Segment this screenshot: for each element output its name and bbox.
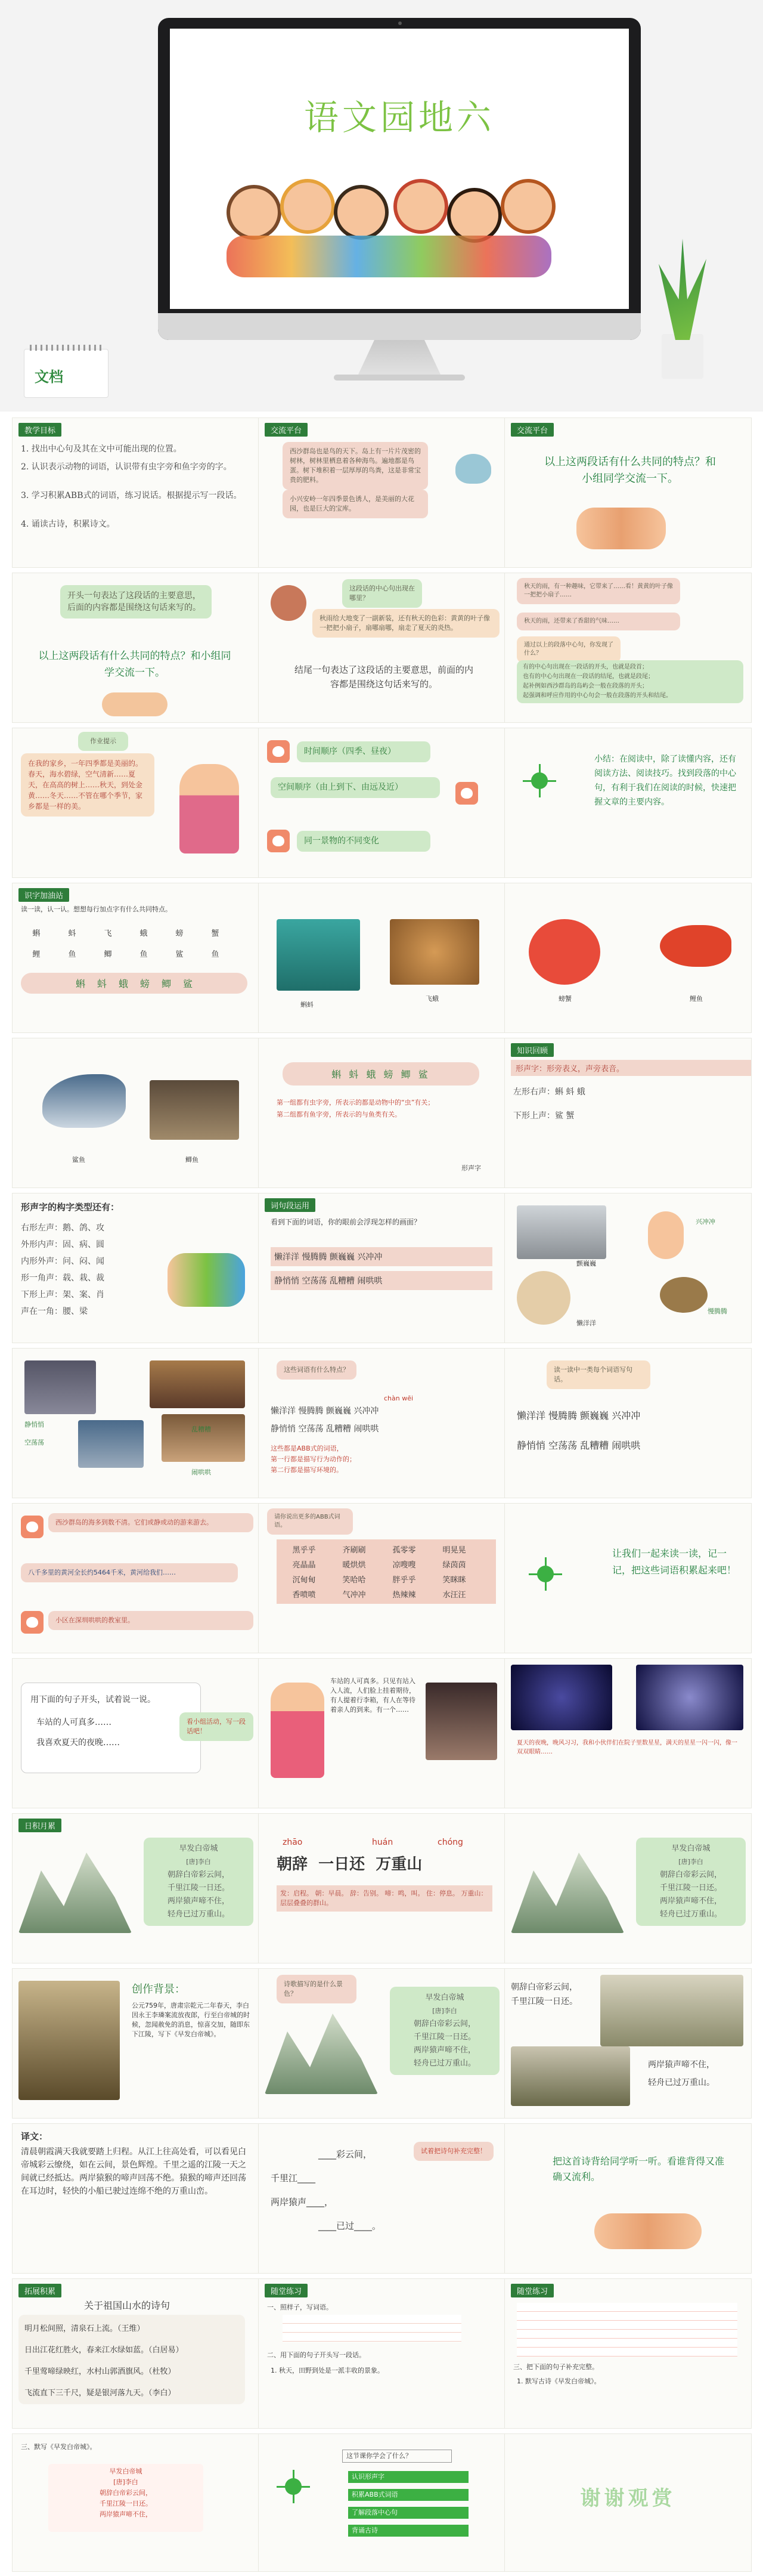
slide-abb-more — [258, 1503, 505, 1653]
rabbit-icon — [21, 1516, 44, 1538]
goal-4: 4. 诵读古诗，积累诗文。 — [21, 519, 115, 529]
char: 蟹 — [211, 929, 219, 938]
panda-icon — [21, 1611, 44, 1634]
shark-image — [42, 1074, 126, 1128]
instruction: 用下面的句子开头，试着说一说。 — [30, 1695, 156, 1705]
street-photo — [150, 1360, 245, 1408]
abb-word: 孤零零 — [392, 1546, 416, 1555]
goal-2: 2. 认识表示动物的词语，认识带有虫字旁和鱼字旁的字。 — [21, 462, 232, 472]
slide-poem-words — [258, 1813, 505, 1963]
paragraph-2: 秋天的雨，还带来了香甜的气味…… — [517, 613, 680, 630]
char: 蝌 — [32, 929, 41, 938]
word-table — [283, 2315, 461, 2342]
answer-lines — [517, 2303, 737, 2357]
line-1: 朝辞白帝彩云间， — [511, 1983, 578, 1992]
slide-phono-types — [12, 1193, 259, 1343]
slide-tag: 随堂练习 — [511, 2284, 554, 2297]
slide-poem-3 — [258, 1968, 505, 2119]
camera-dot — [398, 21, 402, 25]
rule-item: 起补例如西沙群岛的岛屿会一般在段落的开头； — [523, 683, 648, 689]
rule-item: 也有的中心句出现在一段话的结尾，也就是段尾； — [523, 673, 654, 680]
question-bubble: 这段话的中心句出现在哪里？ — [342, 579, 422, 608]
hometown-paragraph: 在我的家乡，一年四季都是美丽的。春天，海水碧绿，空气清新……夏天，在高高的树上……秋天，到处金黄……冬天……不管在哪个季节，家乡都是一样的美。 — [21, 753, 154, 817]
abb-grid — [277, 1539, 496, 1604]
question-text: 以上这两段话有什么共同的特点？和小组同学交流一下。 — [544, 456, 716, 485]
type-2: 外形内声：固、病、圆 — [21, 1240, 104, 1250]
question-1: 一、照样子，写词语。 — [267, 2303, 333, 2311]
line-4: 轻舟已过万重山。 — [648, 2078, 715, 2088]
brand-logo-text: 文档 — [35, 369, 63, 385]
goal-3: 3. 学习积累ABB式的词语，练习说话。根据提示写一段话。 — [21, 491, 242, 500]
station-paragraph: 车站的人可真多。只见有站入入人流，人们脸上挂着期待，有人提着行李箱，有人在等待着亲人的到来。有一个…… — [330, 1677, 415, 1714]
shark-label: 鲨鱼 — [72, 1156, 85, 1164]
question-bubble: 诗歌描写的是什么景色？ — [277, 1975, 356, 2003]
slide-poem-2 — [504, 1813, 752, 1963]
slide-fill-blanks — [258, 2123, 505, 2274]
slide-phono-note — [258, 1038, 505, 1188]
snail-image — [660, 1277, 708, 1313]
sub-question: 1. 秋天，田野到处是一派丰收的景象。 — [271, 2367, 384, 2374]
char: 蚪 — [68, 929, 76, 938]
label-d: 闹哄哄 — [191, 1468, 211, 1476]
rule-item: 有的中心句出现在一段话的开头，也就是段首； — [523, 664, 648, 670]
type-1: 右形左声：鹅、鸽、攻 — [21, 1223, 104, 1233]
slide-tag: 随堂练习 — [265, 2284, 308, 2297]
slide-knowledge — [504, 1038, 752, 1188]
slide-animals-1 — [258, 883, 505, 1033]
badge: 作业提示 — [78, 732, 128, 751]
boat-painting — [600, 1975, 743, 2046]
carp-label: 鲤鱼 — [690, 995, 703, 1003]
slide-practice-2 — [504, 2278, 752, 2429]
slide-tag: 交流平台 — [265, 423, 308, 437]
word-row-2: 静悄悄 空荡荡 乱糟糟 闹哄哄 — [517, 1440, 641, 1451]
label-c: 乱糟糟 — [191, 1425, 211, 1433]
kids-reading-image — [576, 508, 666, 549]
tadpole-label: 蝌蚪 — [300, 1001, 314, 1009]
mountain-painting — [18, 1844, 132, 1933]
slide-tag: 知识回顾 — [511, 1043, 554, 1057]
note-2: 第二组都有鱼字旁，所表示的与鱼类有关。 — [277, 1111, 401, 1118]
char: 鱼 — [68, 950, 76, 959]
kids-image — [102, 692, 168, 716]
slide-tag: 教学目标 — [18, 423, 61, 437]
paragraph-forest: 小兴安岭一年四季景色诱人，是美丽的大花园，也是巨大的宝库。 — [283, 490, 428, 518]
moth-photo — [390, 919, 479, 985]
dictation-title: 三、默写《早发白帝城》。 — [21, 2443, 97, 2451]
moth-label: 飞蛾 — [426, 995, 439, 1003]
review-item: 积累ABB式词语 — [348, 2489, 469, 2501]
char: 螃 — [175, 929, 184, 938]
lightbulb-icon — [523, 764, 556, 797]
slide-animals-2 — [504, 883, 752, 1033]
sentence-3: 小区在深圳哄哄的教室里。 — [48, 1611, 253, 1630]
footer-tag: 形声字 — [461, 1164, 481, 1172]
hall-photo — [78, 1420, 144, 1468]
crucian-label: 鲫鱼 — [185, 1156, 198, 1164]
boy-image — [648, 1211, 684, 1259]
abb-word: 热辣辣 — [392, 1591, 416, 1600]
crowd-photo — [162, 1414, 245, 1462]
cliff-painting — [511, 2046, 630, 2106]
char-row-1 — [18, 925, 257, 940]
question-bubble: 请你说出更多的ABB式词语。 — [267, 1508, 353, 1535]
abb-word: 气冲冲 — [342, 1591, 366, 1600]
slide-background — [12, 1968, 259, 2119]
summary-text: 小结：在阅读中，除了读懂内容，还有阅读方法、阅读技巧。找到段落的中心句，有利于我们在阅读的时候，快速把握文章的主要内容。 — [594, 754, 736, 807]
slide-practice-1 — [258, 2278, 505, 2429]
rule-item: 起强调和呼应作用的中心句会一般在段落的开头和结尾。 — [523, 692, 672, 699]
slide-animals-3 — [12, 1038, 259, 1188]
slide-extension — [12, 2278, 259, 2429]
slide-summary-2 — [258, 573, 505, 723]
type-4: 形一角声：载、栽、裁 — [21, 1273, 104, 1283]
char: 鱼 — [211, 950, 219, 959]
slide-exchange-1 — [258, 418, 505, 568]
label-b: 懒洋洋 — [576, 1319, 596, 1327]
slide-abb-photos — [504, 1193, 752, 1343]
rabbit-icon — [267, 740, 290, 763]
extension-title: 关于祖国山水的诗句 — [84, 2300, 170, 2311]
abb-word: 暖烘烘 — [342, 1561, 366, 1570]
crucian-photo — [150, 1080, 239, 1140]
cloud-note: 看小组活动，写一段话吧！ — [179, 1712, 253, 1741]
word-row-2: 静悄悄 空荡荡 乱糟糟 闹哄哄 — [271, 1271, 492, 1290]
type-6: 声在一角：腰、梁 — [21, 1307, 88, 1316]
question-bubble: 通过以上的段落中心句，你发现了什么？ — [517, 636, 621, 663]
question-2: 二、用下面的句子开头写一段话。 — [267, 2351, 365, 2359]
monitor-base — [334, 375, 465, 381]
slide-tag: 日积月累 — [18, 1819, 61, 1832]
change-order: 同一景物的不同变化 — [297, 831, 430, 852]
translation-title: 译文： — [21, 2131, 48, 2142]
slide-dictation — [12, 2433, 259, 2572]
note-2: 第一行都是描写行为动作的； — [271, 1455, 356, 1463]
key-words: 朝辞 一日还 万重山 — [277, 1856, 423, 1873]
dictation-card: 早发白帝城 [唐]李白 朝辞白帝彩云间， 千里江陵一日还。 两岸猿声啼不住， — [48, 2464, 203, 2532]
kids-image — [594, 2213, 702, 2249]
slide-thanks — [504, 2433, 752, 2572]
prompt-a: 车站的人可真多…… — [36, 1718, 111, 1727]
monitor-stand — [358, 340, 441, 376]
cover-title: 语文园地六 — [303, 97, 495, 138]
slide-speaking — [12, 1658, 259, 1808]
slide-abb-intro — [258, 1193, 505, 1343]
slide-abb-photos-2 — [12, 1348, 259, 1498]
snow-photo — [517, 1205, 606, 1259]
slide-recite — [504, 2123, 752, 2274]
label-b: 空荡荡 — [24, 1439, 44, 1446]
cloud-note: 试着把诗句补充完整！ — [414, 2142, 494, 2161]
blank-2[interactable]: 千里江____ — [271, 2173, 316, 2184]
review-item: 认识形声字 — [348, 2471, 469, 2483]
station-photo — [24, 1360, 96, 1414]
poem-card: 早发白帝城 [唐]李白 朝辞白帝彩云间， 千里江陵一日还。 两岸猿声啼不住， 轻舟已过万重山。 — [636, 1838, 746, 1926]
answer-bubble: 开头一句表达了这段话的主要意思，后面的内容都是围绕这句话来写的。 — [60, 585, 212, 619]
question-3: 三、把下面的句子补充完整。 — [513, 2363, 598, 2371]
definition: 形声字：形旁表义，声旁表音。 — [511, 1060, 752, 1076]
type-5: 下形上声：架、案、肖 — [21, 1290, 104, 1300]
pinyin-1: zhāo — [283, 1838, 303, 1847]
night-paragraph: 夏天的夜晚，晚风习习，我和小伙伴们在院子里数星星，满天的星星一闪一闪，像一双双眼睛…… — [517, 1740, 737, 1755]
slide-order-types — [258, 728, 505, 878]
blank-3[interactable]: 两岸猿声____， — [271, 2197, 334, 2207]
note-1: 第一组都有虫字旁，所表示的都是动物中的“虫”有关； — [277, 1099, 435, 1106]
review-item: 背诵古诗 — [348, 2525, 469, 2537]
question-bubble: 这些词语有什么特点？ — [277, 1360, 356, 1380]
poem-line-2: 日出江花红胜火，春来江水绿如蓝。（白居易） — [24, 2346, 184, 2355]
label-a: 静悄悄 — [24, 1421, 44, 1428]
abb-word: 齐刷刷 — [342, 1546, 366, 1555]
girl-image — [179, 764, 239, 853]
poem-card: 早发白帝城 [唐]李白 朝辞白帝彩云间， 千里江陵一日还。 两岸猿声啼不住， 轻舟已过万重山。 — [144, 1838, 253, 1926]
starry-photo-2 — [636, 1665, 743, 1730]
blank-4[interactable]: ____已过____。 — [318, 2221, 382, 2231]
label-c: 兴冲冲 — [696, 1218, 715, 1226]
rules-list — [517, 660, 743, 703]
blank-1[interactable]: ____彩云间， — [318, 2149, 373, 2160]
abb-word: 水汪汪 — [442, 1591, 466, 1600]
line-3: 两岸猿声啼不住， — [648, 2060, 715, 2070]
abb-word: 胖乎乎 — [392, 1576, 416, 1585]
char: 鲨 — [175, 950, 184, 959]
calendar-rings — [30, 345, 101, 351]
poem-line-1: 明月松间照，清泉石上流。（王维） — [24, 2324, 145, 2333]
slide-tag: 词句段运用 — [265, 1198, 315, 1212]
background-text: 公元759年，唐肃宗乾元二年春天，李白因永王李璘案流放夜郎，行至白帝城的时候，忽闻赦免的消息，惊喜交加，随即东下江陵，写下《早发白帝城》。 — [132, 2002, 250, 2038]
char-row-3: 蝌 蚪 蛾 螃 鲫 鲨 — [21, 973, 247, 994]
word-notes: 发：启程。 朝：早晨。 辞：告别。 啼：鸣，叫。 住：停息。 万重山：层层叠叠的群山。 — [277, 1885, 492, 1912]
monitor-chin — [158, 313, 641, 340]
slide-summary-3 — [504, 573, 752, 723]
prompt-b: 我喜欢夏天的夜晚…… — [36, 1738, 120, 1748]
char: 鲫 — [104, 950, 112, 959]
conclusion-text: 结尾一句表达了这段话的主要意思，前面的内容都是围绕这句话来写的。 — [294, 664, 474, 689]
crab-label: 螃蟹 — [559, 995, 572, 1003]
cover-slide — [0, 0, 763, 412]
slide-accumulate — [504, 1503, 752, 1653]
pinyin: chàn wēi — [384, 1394, 414, 1402]
abb-word: 笑哈哈 — [342, 1576, 366, 1585]
abb-word: 沉甸甸 — [292, 1576, 316, 1585]
slide-homework — [12, 728, 259, 878]
note-1: 这些都是ABB式的词语， — [271, 1445, 343, 1452]
char: 鲤 — [32, 950, 41, 959]
slide-tag: 识字加油站 — [18, 888, 69, 902]
word-row-1: 懒洋洋 慢腾腾 颤巍巍 兴冲冲 — [517, 1410, 641, 1421]
poem-card: 早发白帝城 [唐]李白 朝辞白帝彩云间， 千里江陵一日还。 两岸猿声啼不住， 轻舟已过万重山。 — [390, 1987, 500, 2075]
translation-text: 清晨朝霞满天我就要踏上归程。从江上往高处看，可以看见白帝城彩云缭绕，如在云间，景色辉煌。千里之遥的江陵一天之间就已经抵达。两岸猿猴的啼声回荡不绝。猿猴的啼声还回荡在耳边时，轻快的小船已驶过连绵不绝的万重山峦。 — [21, 2147, 246, 2196]
slide-station — [258, 1658, 505, 1808]
note-3: 第二行都是描写环境的。 — [271, 1466, 343, 1474]
chars-banner: 蝌 蚪 蛾 螃 鲫 鲨 — [283, 1062, 479, 1086]
slide-review — [258, 2433, 505, 2572]
mountain-painting — [265, 2005, 378, 2094]
word-row-1: 懒洋洋 慢腾腾 颤巍巍 兴冲冲 — [271, 1406, 379, 1416]
review-item: 了解段落中心句 — [348, 2507, 469, 2519]
goal-1: 1. 找出中心句及其在文中可能出现的位置。 — [21, 444, 182, 454]
mountain-photo — [18, 1981, 120, 2100]
bird-image — [455, 454, 491, 484]
paragraph-1: 秋天的雨，有一种趣味，它带来了……看！黄黄的叶子像一把把小扇子…… — [517, 578, 680, 604]
review-title: 这节课你学会了什么？ — [342, 2450, 452, 2463]
plant-pot — [662, 334, 703, 379]
line-2: 千里江陵一日还。 — [511, 1997, 578, 2006]
station-crowd-photo — [426, 1683, 497, 1760]
cat-photo — [517, 1271, 570, 1325]
space-order: 空间顺序（由上到下、由远及近） — [271, 777, 440, 798]
panda-icon — [455, 782, 478, 805]
slide-poem-lines — [504, 1968, 752, 2119]
kids-image — [168, 1253, 245, 1307]
sentence-2: 八千多里的黄河全长约5464千米，黄河给我们…… — [21, 1563, 238, 1582]
abb-word: 明晃晃 — [442, 1546, 466, 1555]
sub-question: 1. 默写古诗《早发白帝城》。 — [517, 2377, 601, 2385]
slide-abb-features — [258, 1348, 505, 1498]
type-3: 内形外声：问、闷、闻 — [21, 1257, 104, 1266]
background-title: 创作背景： — [132, 1983, 185, 1996]
tadpole-photo — [277, 919, 360, 991]
slide-summary-1 — [12, 573, 259, 723]
thanks-text: 谢谢观赏 — [580, 2487, 676, 2510]
lightbulb-icon — [277, 2470, 310, 2503]
word-row-2: 静悄悄 空荡荡 乱糟糟 闹哄哄 — [271, 1424, 379, 1434]
abb-word: 香喷喷 — [292, 1591, 316, 1600]
instruction: 读一读，认一认。想想每行加点字有什么共同特点。 — [21, 905, 172, 913]
word-row-1: 懒洋洋 慢腾腾 颤巍巍 兴冲冲 — [271, 1247, 492, 1266]
girl-image — [271, 1683, 324, 1778]
carp-image — [660, 925, 731, 967]
lightbulb-icon — [529, 1557, 562, 1591]
char: 飞 — [104, 929, 112, 938]
char-row-2 — [18, 946, 257, 961]
slide-poem-1 — [12, 1813, 259, 1963]
crab-image — [529, 919, 600, 985]
char: 鱼 — [139, 950, 148, 959]
slide-exchange-2 — [504, 418, 752, 568]
abb-word: 绿茵茵 — [442, 1561, 466, 1570]
slide-tag: 交流平台 — [511, 423, 554, 437]
slide-abb-sentences-2 — [12, 1503, 259, 1653]
time-order: 时间顺序（四季、昼夜） — [297, 741, 430, 762]
instruction-bubble: 读一读中一类每个词语写句话。 — [547, 1360, 650, 1389]
recite-text: 把这首诗背给同学听一听。看谁背得又准确又流利。 — [553, 2156, 725, 2182]
abb-word: 笑眯眯 — [442, 1576, 466, 1585]
slide-char-station — [12, 883, 259, 1033]
slide-teaching-goals — [12, 418, 259, 568]
pinyin-2: huán — [372, 1838, 393, 1847]
slide-conclusion — [504, 728, 752, 878]
label-d: 慢腾腾 — [708, 1307, 727, 1315]
top-bottom: 下形上声：鲨 蟹 — [513, 1111, 575, 1121]
poem-line-4: 飞流直下三千尺，疑是银河落九天。（李白） — [24, 2389, 176, 2398]
char: 蛾 — [139, 929, 148, 938]
bird-image — [271, 585, 306, 621]
question: 看到下面的词语，你的眼前会浮现怎样的画面？ — [271, 1218, 421, 1226]
bear-icon — [267, 830, 290, 852]
section-title: 形声字的构字类型还有： — [21, 1202, 120, 1213]
accumulate-text: 让我们一起来读一读，记一记，把这些词语积累起来吧！ — [612, 1548, 737, 1576]
slide-tag: 拓展积累 — [18, 2284, 61, 2297]
pinyin-3: chóng — [438, 1838, 463, 1847]
slide-translation — [12, 2123, 259, 2274]
plant-leaves — [659, 239, 706, 340]
left-right: 左形右声：蝌 蚪 蛾 — [513, 1087, 585, 1097]
sentence-1: 西沙群岛的海多到数不清。它们或静或动的游来游去。 — [48, 1513, 253, 1532]
paragraph-xisha: 西沙群岛也是鸟的天下。岛上有一片片茂密的树林，树林里栖息着各种海鸟。遍地都是鸟蛋。树下堆积着一层厚厚的鸟粪，这是非常宝贵的肥料。 — [283, 442, 428, 490]
slide-summer-night — [504, 1658, 752, 1808]
label-a: 颤巍巍 — [576, 1260, 596, 1267]
question-text: 以上这两段话有什么共同的特点？和小组同学交流一下。 — [38, 650, 231, 679]
abb-word: 黑乎乎 — [292, 1546, 316, 1555]
starry-photo-1 — [511, 1665, 612, 1730]
poem-line-3: 千里莺啼绿映红，水村山郭酒旗风。（杜牧） — [24, 2367, 176, 2376]
abb-word: 亮晶晶 — [292, 1561, 316, 1570]
abb-word: 凉嗖嗖 — [392, 1561, 416, 1570]
mountain-painting — [511, 1844, 624, 1933]
autumn-paragraph: 秋雨给大地变了一副新装，还有秋天的色彩：黄黄的叶子像一把把小扇子，扇哪扇哪，扇走了夏天的炎热。 — [312, 609, 500, 638]
slide-abb-sentences — [504, 1348, 752, 1498]
